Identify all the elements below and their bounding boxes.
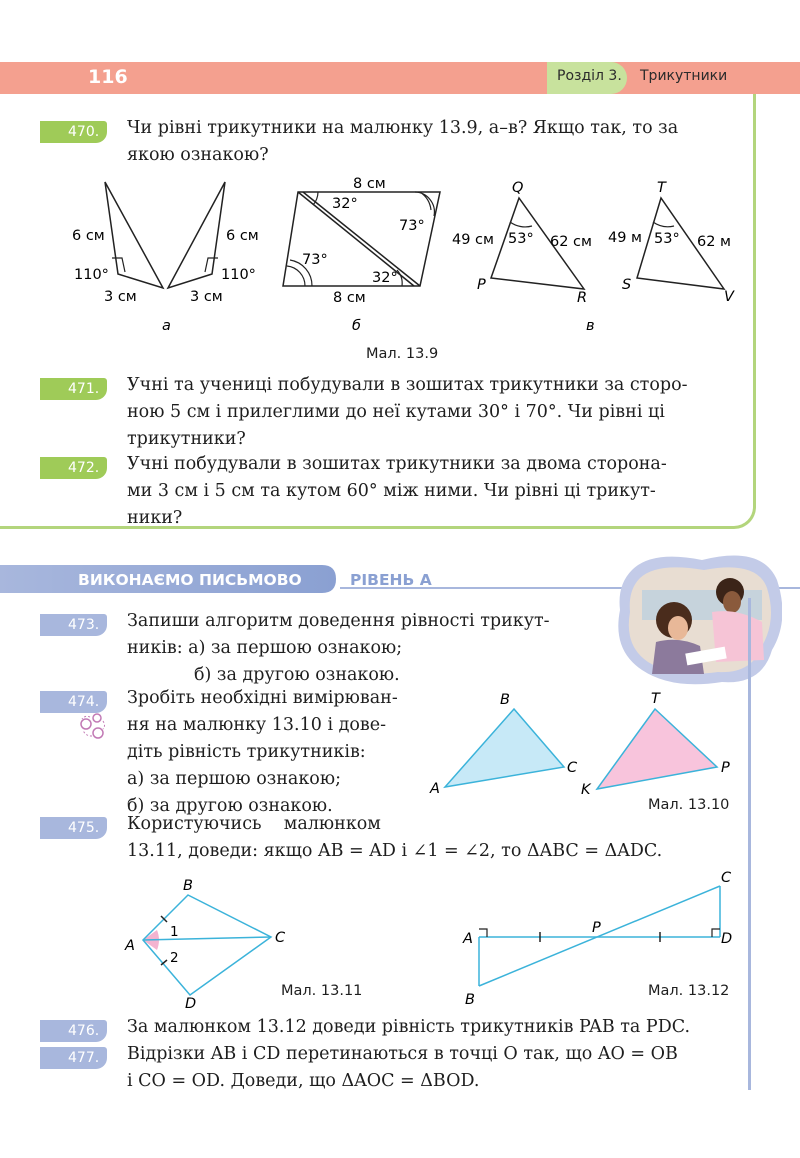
- task-471-line2: ною 5 см і прилеглими до неї кутами 30° і 70°. Чи рівні ці: [127, 402, 665, 422]
- task-472-line2: ми 3 см і 5 см та кутом 60° між ними. Чи рівні ці трикут-: [127, 481, 656, 501]
- label-P: P: [477, 277, 486, 293]
- b-top: 8 см: [353, 176, 386, 192]
- c-side1: 49 см: [452, 232, 494, 248]
- quad-abcd: [143, 895, 271, 995]
- label-D-1311: D: [185, 996, 197, 1012]
- label-b: б: [352, 318, 361, 334]
- label-a: а: [162, 318, 171, 334]
- label-S: S: [622, 277, 632, 293]
- a-angle-left: 110°: [74, 267, 109, 283]
- c-side3: 49 м: [608, 230, 642, 246]
- b-angle4: 32°: [372, 270, 398, 286]
- segment-bc: [479, 886, 720, 986]
- label-A-1312: A: [463, 931, 473, 947]
- a-base-left: 3 см: [104, 289, 137, 305]
- section-title: ВИКОНАЄМО ПИСЬМОВО: [78, 571, 302, 589]
- task-number-471: 471.: [40, 378, 107, 400]
- task-474-line2: ня на малюнку 13.10 і дове-: [127, 715, 387, 735]
- page-number: 116: [88, 66, 128, 88]
- caption-13-10: Мал. 13.10: [648, 797, 730, 813]
- label-Q: Q: [512, 180, 524, 196]
- label-C-1310: C: [567, 760, 578, 776]
- b-bottom: 8 см: [333, 290, 366, 306]
- label-D-1312: D: [721, 931, 733, 947]
- figure-13-9: [0, 170, 800, 370]
- caption-13-11: Мал. 13.11: [281, 983, 363, 999]
- label-R: R: [577, 290, 588, 306]
- diagonal-b2: [303, 192, 420, 286]
- task-473-line2: ників: а) за першою ознакою;: [127, 638, 403, 658]
- label-angle-1: 1: [170, 924, 179, 940]
- task-474-line4: а) за першою ознакою;: [127, 769, 341, 789]
- blue-margin-line: [748, 598, 751, 1090]
- chapter-label: Трикутники: [640, 68, 728, 84]
- label-T-1310: T: [651, 691, 660, 707]
- task-number-477: 477.: [40, 1047, 107, 1069]
- section-label: Розділ 3.: [557, 68, 622, 84]
- label-C-1312: C: [721, 870, 732, 886]
- c-side2: 62 см: [550, 234, 592, 250]
- right-angle-d: [712, 929, 720, 937]
- photo-teacher-face: [723, 591, 741, 613]
- task-472-line1: Учні побудували в зошитах трикутники за двома сторона-: [127, 454, 667, 474]
- label-c: в: [586, 318, 595, 334]
- photo-girl-face: [668, 616, 688, 640]
- task-number-472: 472.: [40, 457, 107, 479]
- task-477-line2: і CO = OD. Доведи, що ΔAOC = ΔBOD.: [127, 1071, 480, 1091]
- figure-13-10: [420, 685, 750, 805]
- group-work-icon: [76, 712, 110, 742]
- task-number-474: 474.: [40, 691, 107, 713]
- caption-13-12: Мал. 13.12: [648, 983, 730, 999]
- header-right-tab: [737, 62, 800, 94]
- a-angle-right: 110°: [221, 267, 256, 283]
- task-473-line3: б) за другою ознакою.: [194, 665, 400, 685]
- right-angle-a: [479, 929, 487, 937]
- label-A-1311: A: [125, 938, 135, 954]
- angle-mark-a-right: [205, 258, 218, 272]
- label-K-1310: K: [581, 782, 591, 798]
- angle-mark-b2: [415, 192, 434, 216]
- label-T: T: [657, 180, 666, 196]
- b-angle1: 32°: [332, 196, 358, 212]
- task-number-470: 470.: [40, 121, 107, 143]
- task-number-473: 473.: [40, 614, 107, 636]
- triangle-a-left: [105, 182, 163, 288]
- diagonal-ac: [143, 937, 271, 940]
- task-475-line2: 13.11, доведи: якщо AB = AD і ∠1 = ∠2, то ΔABC = ΔADC.: [127, 841, 663, 861]
- task-473-line1: Запиши алгоритм доведення рівності трикут-: [127, 611, 550, 631]
- label-B-1310: B: [500, 692, 510, 708]
- section-level: РІВЕНЬ А: [350, 571, 432, 589]
- label-P-1312: P: [592, 920, 601, 936]
- task-471-line1: Учні та учениці побудували в зошитах трикутники за сторо-: [127, 375, 688, 395]
- students-photo: [612, 550, 782, 690]
- label-P-1310: P: [721, 760, 730, 776]
- caption-13-9: Мал. 13.9: [366, 346, 439, 362]
- c-angle1: 53°: [508, 231, 534, 247]
- task-475-line1: Користуючись малюнком: [127, 814, 381, 834]
- task-477-line1: Відрізки AB і CD перетинаються в точці O так, що AO = OB: [127, 1044, 678, 1064]
- task-474-line1: Зробіть необхідні вимірюван-: [127, 688, 398, 708]
- angle-mark-q: [510, 222, 532, 227]
- label-A-1310: A: [430, 781, 440, 797]
- task-474-line5: б) за другою ознакою.: [127, 796, 333, 816]
- label-B-1312: B: [465, 992, 475, 1008]
- task-472-line3: ники?: [127, 508, 183, 528]
- triangle-ktp: [597, 709, 717, 789]
- a-side-left: 6 см: [72, 228, 105, 244]
- a-side-right: 6 см: [226, 228, 259, 244]
- label-C-1311: C: [275, 930, 286, 946]
- task-476-line1: За малюнком 13.12 доведи рівність трикутників PAB та PDC.: [127, 1017, 691, 1037]
- triangle-abc: [445, 709, 564, 787]
- label-B-1311: B: [183, 878, 193, 894]
- task-number-476: 476.: [40, 1020, 107, 1042]
- a-base-right: 3 см: [190, 289, 223, 305]
- b-angle2: 73°: [399, 218, 425, 234]
- label-angle-2: 2: [170, 950, 179, 966]
- task-number-475: 475.: [40, 817, 107, 839]
- c-angle2: 53°: [654, 231, 680, 247]
- angle-mark-a-left: [112, 258, 125, 272]
- c-side4: 62 м: [697, 234, 731, 250]
- task-470-line2: якою ознакою?: [127, 145, 269, 165]
- task-471-line3: трикутники?: [127, 429, 246, 449]
- angle-mark-t: [653, 222, 674, 227]
- task-474-line3: діть рівність трикутників:: [127, 742, 366, 762]
- label-V: V: [724, 289, 734, 305]
- task-470-line1: Чи рівні трикутники на малюнку 13.9, а–в? Якщо так, то за: [127, 118, 679, 138]
- b-angle3: 73°: [302, 252, 328, 268]
- triangle-a-right: [168, 182, 225, 288]
